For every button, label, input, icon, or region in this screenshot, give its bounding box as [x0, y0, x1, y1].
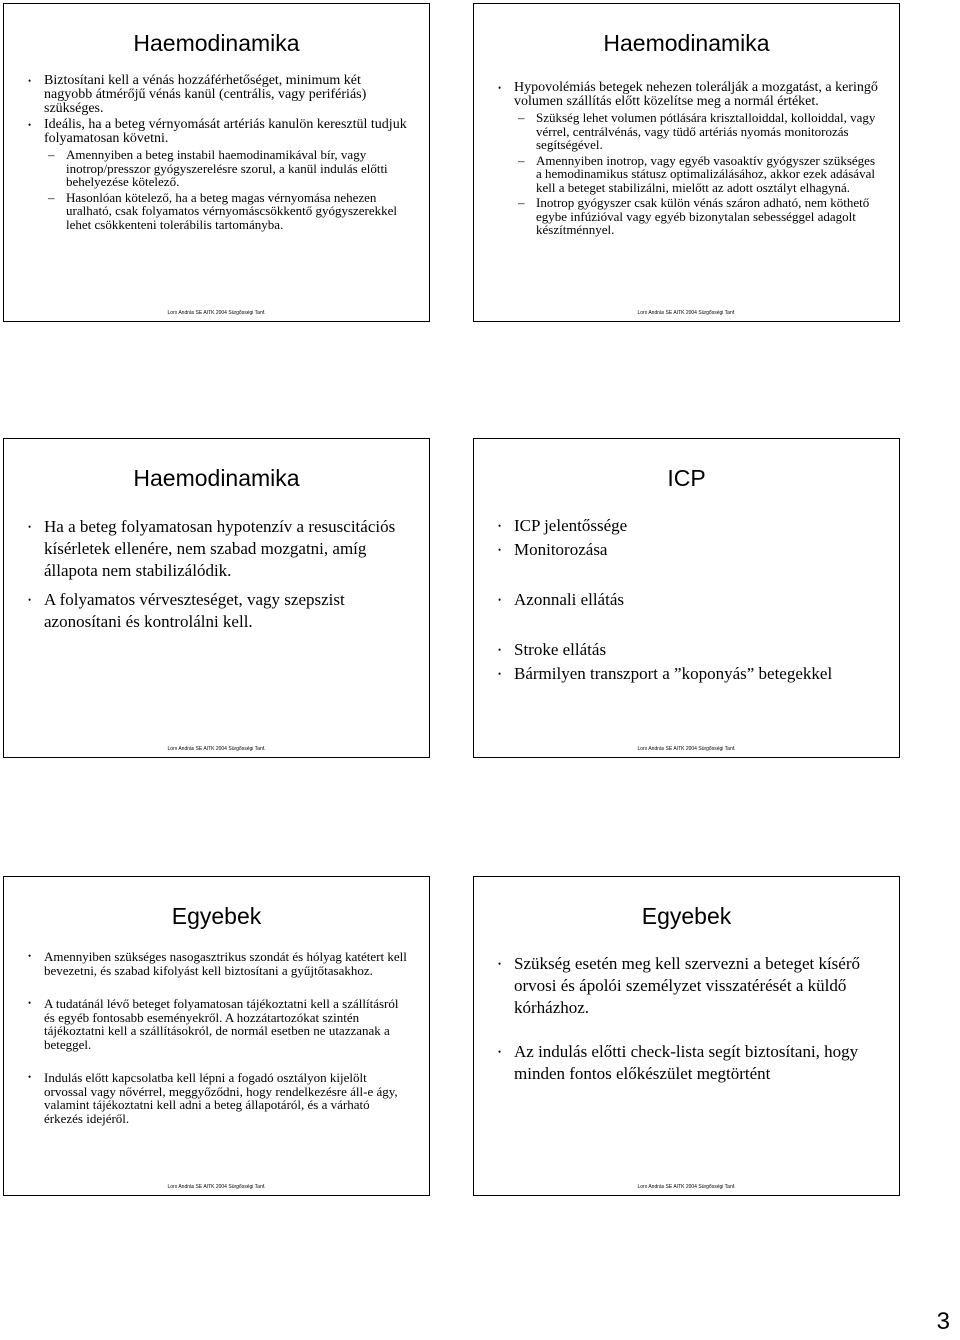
slide-content — [498, 953, 881, 1085]
slide-title: Egyebek — [171, 903, 262, 929]
slide-footer: Lorx András SE AITK 2004 Sürgősségi Tanf. — [167, 1184, 266, 1190]
bullet-item: • Ha a beteg folyamatosan hypotenzív a resuscitációs kísérletek ellenére, nem szabad mozgatni, amíg állapota nem stabilizálódik. — [28, 516, 411, 582]
sub-bullet-item: – Szükség lehet volumen pótlására krisztalloiddal, kolloiddal, vagy vérrel, centrálvénás, vagy tüdő artériás nyomás monitorozás segítségével. — [498, 111, 881, 152]
bullet-item: • Monitorozása — [498, 539, 881, 561]
slide-title: ICP — [667, 465, 706, 491]
slide-footer: Lorx András SE AITK 2004 Sürgősségi Tanf. — [637, 310, 736, 316]
slide-6 — [473, 876, 900, 1196]
sub-bullet-item: – Amennyiben a beteg instabil haemodinamikával bír, vagy inotrop/presszor gyógyszerelésre szorul, a kanül indulás előtti behelyezése kötelező. — [28, 148, 411, 189]
slide-2 — [473, 3, 900, 322]
bullet-item: • Stroke ellátás — [498, 639, 881, 661]
slide-5 — [3, 876, 430, 1196]
slide-content — [28, 950, 411, 1125]
slide-footer: Lorx András SE AITK 2004 Sürgősségi Tanf. — [167, 746, 266, 752]
sub-bullet-item: – Hasonlóan kötelező, ha a beteg magas vérnyomása nehezen uralható, csak folyamatos vérnyomáscsökkentő gyógyszerekkel lehet csökkenteni tolerábilis tartományba. — [28, 191, 411, 232]
bullet-item: • A tudatánál lévő beteget folyamatosan tájékoztatni kell a szállításról és egyéb fontosabb eseményekről. A hozzátartozókat szintén tájékoztatni kell a szállításokról, de normál esetben ne utazzanak a beteggel. — [28, 997, 411, 1051]
bullet-item: • Hypovolémiás betegek nehezen tolerálják a mozgatást, a keringő volumen szállítás előtt közelítse meg a normál értéket. — [498, 81, 881, 109]
page-number: 3 — [936, 1308, 950, 1335]
bullet-item: • Szükség esetén meg kell szervezni a beteget kísérő orvosi és ápolói személyzet visszatérését a küldő kórházhoz. — [498, 953, 881, 1019]
bullet-item: • Indulás előtt kapcsolatba kell lépni a fogadó osztályon kijelölt orvossal vagy nővérrel, meggyőződni, hogy rendelkezésre áll-e ágy, valamint tájékoztatni kell adni a beteg állapotáról, és a várható érkezés idejéről. — [28, 1071, 411, 1125]
slide-title: Haemodinamika — [133, 465, 300, 491]
bullet-item: • Amennyiben szükséges nasogasztrikus szondát és hólyag katétert kell bevezetni, és szabad kifolyást kell biztosítani a gyűjtőtasakhoz. — [28, 950, 411, 977]
bullet-item: • Ideális, ha a beteg vérnyomását artériás kanulön keresztül tudjuk folyamatosan követni. — [28, 118, 411, 146]
slide-footer: Lorx András SE AITK 2004 Sürgősségi Tanf. — [637, 1184, 736, 1190]
bullet-item: • ICP jelentőssége — [498, 515, 881, 537]
sub-bullet-item: – Amennyiben inotrop, vagy egyéb vasoaktív gyógyszer szükséges a hemodinamikus státusz optimalizálásához, akkor ezek adásával kell a beteget stabilizálni, mielőtt az adott osztályt elhagyná. — [498, 154, 881, 195]
slide-title: Haemodinamika — [133, 30, 300, 56]
slide-title: Haemodinamika — [603, 30, 770, 56]
bullet-item: • Azonnali ellátás — [498, 589, 881, 611]
slide-content — [498, 81, 881, 237]
sub-bullet-item: – Inotrop gyógyszer csak külön vénás száron adható, nem köthető egybe infúzióval vagy egyéb bizonytalan sebességgel adagolt készítménnyel. — [498, 196, 881, 237]
slide-footer: Lorx András SE AITK 2004 Sürgősségi Tanf. — [167, 310, 266, 316]
bullet-item: • Bármilyen transzport a ”koponyás” betegekkel — [498, 663, 881, 685]
slide-1 — [3, 3, 430, 322]
slide-content — [28, 74, 411, 231]
bullet-item: • Biztosítani kell a vénás hozzáférhetőséget, minimum két nagyobb átmérőjű vénás kanül (centrális, vagy perifériás) szükséges. — [28, 74, 411, 116]
slide-content — [28, 516, 411, 633]
slide-footer: Lorx András SE AITK 2004 Sürgősségi Tanf. — [637, 746, 736, 752]
bullet-item: • Az indulás előtti check-lista segít biztosítani, hogy minden fontos előkészület megtörtént — [498, 1041, 881, 1085]
slide-4 — [473, 438, 900, 758]
bullet-item: • A folyamatos vérveszteséget, vagy szepszist azonosítani és kontrolálni kell. — [28, 589, 411, 633]
slide-title: Egyebek — [641, 903, 732, 929]
slide-content — [498, 515, 881, 685]
slide-3 — [3, 438, 430, 758]
